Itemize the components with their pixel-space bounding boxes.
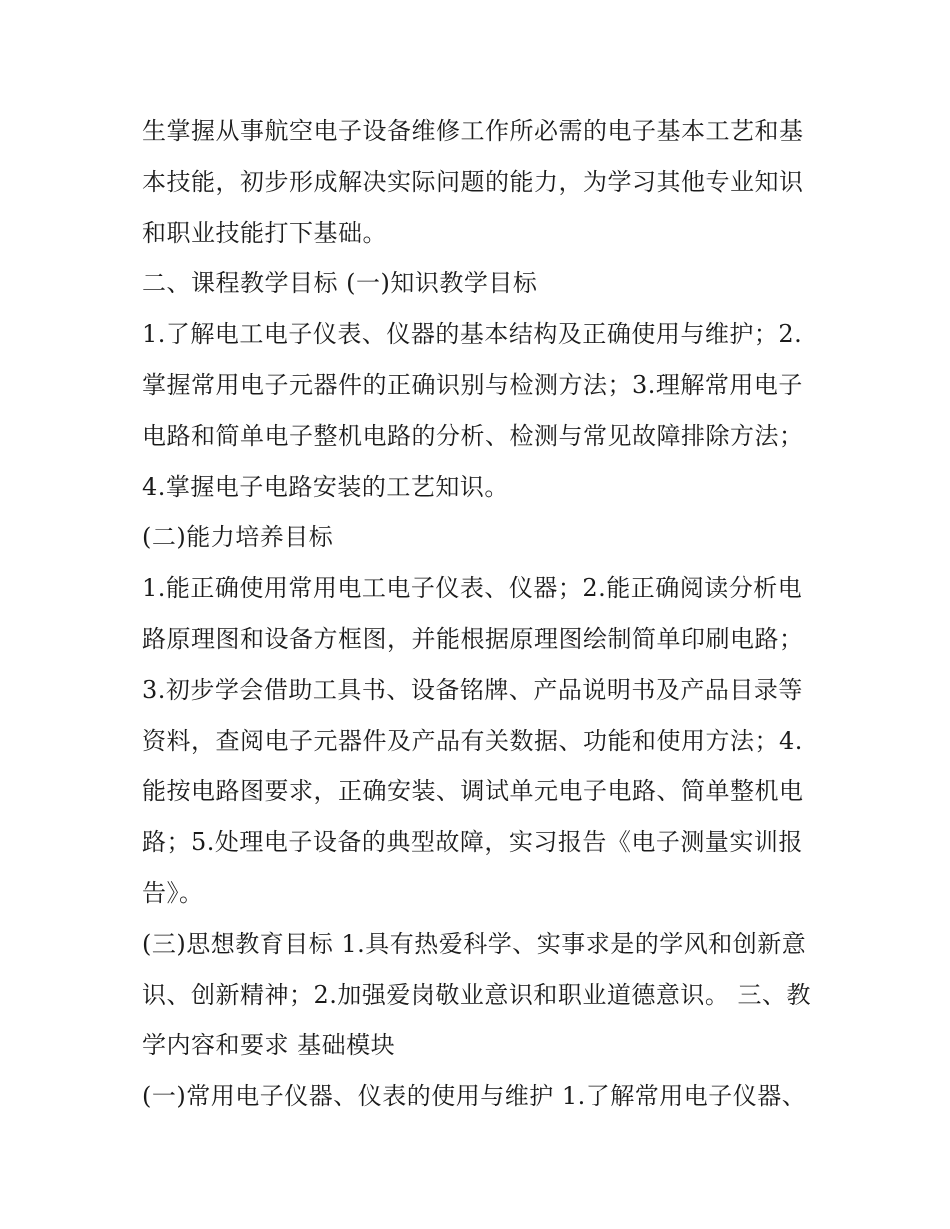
text-line: 识、创新精神；2.加强爱岗敬业意识和职业道德意识。 三、教: [142, 980, 812, 1009]
section-heading-line: 二、课程教学目标 (一)知识教学目标: [142, 269, 538, 298]
document-body: [142, 106, 822, 1122]
text-line: 和职业技能打下基础。: [142, 218, 387, 247]
text-line: 资料，查阅电子元器件及产品有关数据、功能和使用方法；4.: [142, 726, 803, 755]
subsection-heading-line: (二)能力培养目标: [142, 523, 334, 552]
text-line: 告》。: [142, 878, 204, 907]
text-line: 3.初步学会借助工具书、设备铭牌、产品说明书及产品目录等: [142, 675, 803, 704]
text-line: (三)思想教育目标 1.具有热爱科学、实事求是的学风和创新意: [142, 929, 807, 958]
text-line: 电路和简单电子整机电路的分析、检测与常见故障排除方法；: [142, 421, 804, 450]
text-line: 生掌握从事航空电子设备维修工作所必需的电子基本工艺和基: [142, 117, 804, 145]
text-line: 路；5.处理电子设备的典型故障，实习报告《电子测量实训报: [142, 828, 803, 857]
text-line: 掌握常用电子元器件的正确识别与检测方法；3.理解常用电子: [142, 370, 803, 399]
text-line: 路原理图和设备方框图，并能根据原理图绘制简单印刷电路；: [142, 624, 804, 653]
text-line: 4.掌握电子电路安装的工艺知识。: [142, 472, 509, 501]
text-line: 1.能正确使用常用电工电子仪表、仪器；2.能正确阅读分析电: [142, 574, 803, 603]
text-line: 能按电路图要求，正确安装、调试单元电子电路、简单整机电: [142, 777, 804, 806]
text-line: (一)常用电子仪器、仪表的使用与维护 1.了解常用电子仪器、: [142, 1082, 807, 1111]
text-line: 1.了解电工电子仪表、仪器的基本结构及正确使用与维护；2.: [142, 320, 803, 349]
text-line: 本技能，初步形成解决实际问题的能力，为学习其他专业知识: [142, 167, 804, 196]
text-line: 学内容和要求 基础模块: [142, 1031, 396, 1060]
